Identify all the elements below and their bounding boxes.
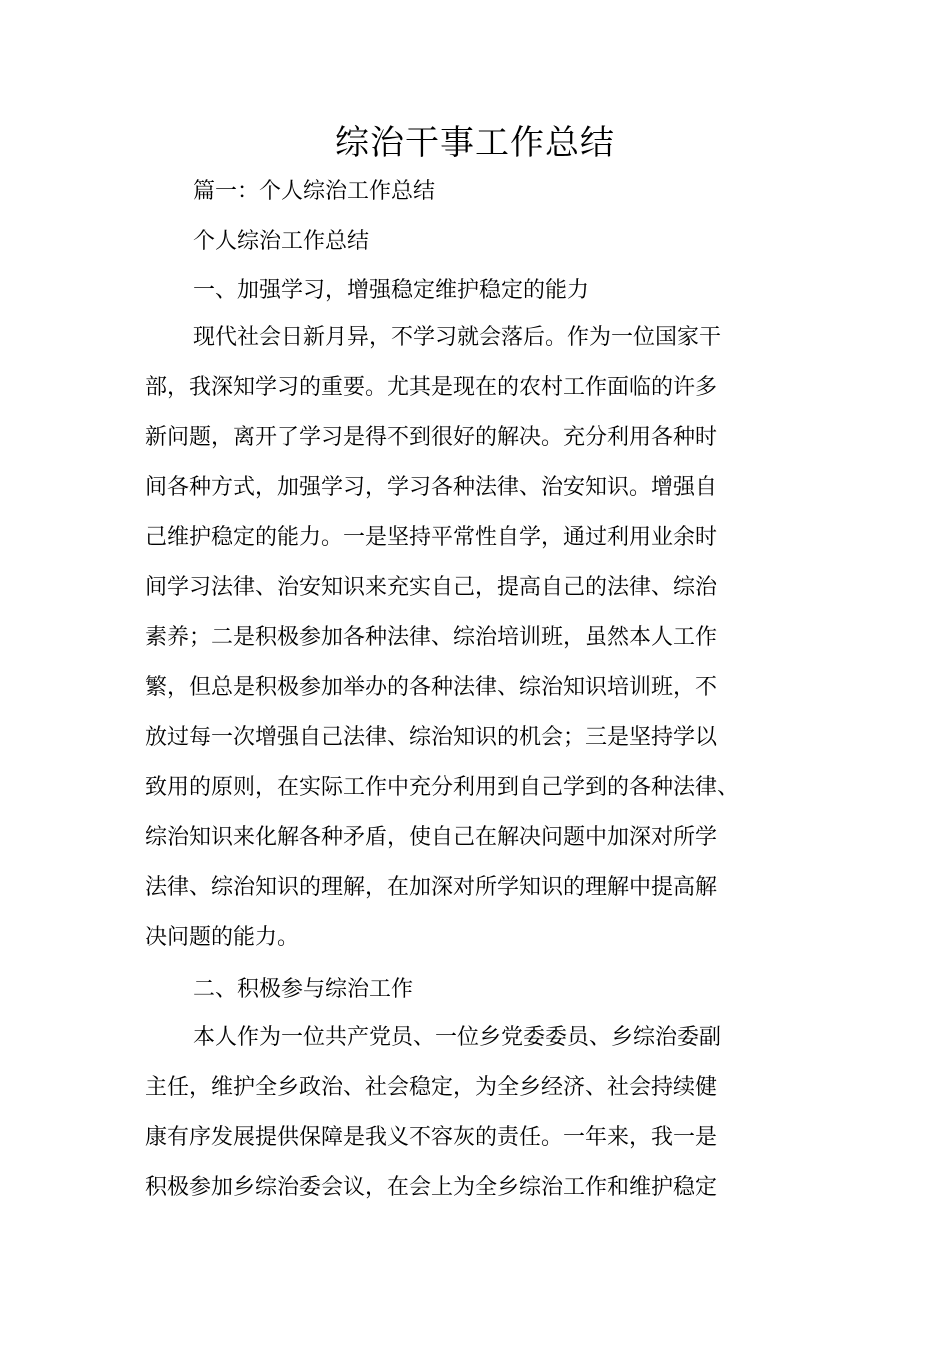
paragraph-line: 现代社会日新月异，不学习就会落后。作为一位国家干 <box>193 325 722 350</box>
paragraph-line: 间学习法律、治安知识来充实自己，提高自己的法律、综治 <box>145 575 718 600</box>
paragraph-line: 致用的原则，在实际工作中充分利用到自己学到的各种法律、 <box>145 775 740 800</box>
section-1-title: 一、加强学习，增强稳定维护稳定的能力 <box>193 278 590 303</box>
document-title: 综治干事工作总结 <box>335 123 615 163</box>
paragraph-line: 主任，维护全乡政治、社会稳定，为全乡经济、社会持续健 <box>145 1075 718 1100</box>
paragraph-line: 间各种方式，加强学习，学习各种法律、治安知识。增强自 <box>145 475 718 500</box>
paragraph-line: 决问题的能力。 <box>145 925 300 950</box>
paragraph-line: 部，我深知学习的重要。尤其是现在的农村工作面临的许多 <box>145 375 718 400</box>
paragraph-line: 放过每一次增强自己法律、综治知识的机会；三是坚持学以 <box>145 725 718 750</box>
section-2-title: 二、积极参与综治工作 <box>193 977 414 1002</box>
paragraph-line: 素养；二是积极参加各种法律、综治培训班，虽然本人工作 <box>145 625 718 650</box>
paragraph-line: 康有序发展提供保障是我义不容灰的责任。一年来，我一是 <box>145 1125 718 1150</box>
paragraph-line: 法律、综治知识的理解，在加深对所学知识的理解中提高解 <box>145 875 718 900</box>
paragraph-line: 综治知识来化解各种矛盾，使自己在解决问题中加深对所学 <box>145 825 718 850</box>
paragraph-line: 己维护稳定的能力。一是坚持平常性自学，通过利用业余时 <box>145 525 718 550</box>
sub-heading: 个人综治工作总结 <box>193 229 370 254</box>
section-1-paragraph <box>145 313 755 963</box>
paragraph-line: 本人作为一位共产党员、一位乡党委委员、乡综治委副 <box>193 1025 722 1050</box>
part-heading: 篇一：个人综治工作总结 <box>193 179 436 204</box>
paragraph-line: 积极参加乡综治委会议，在会上为全乡综治工作和维护稳定 <box>145 1175 718 1200</box>
section-2-paragraph <box>145 1013 755 1213</box>
paragraph-line: 新问题，离开了学习是得不到很好的解决。充分利用各种时 <box>145 425 718 450</box>
paragraph-line: 繁，但总是积极参加举办的各种法律、综治知识培训班，不 <box>145 675 718 700</box>
